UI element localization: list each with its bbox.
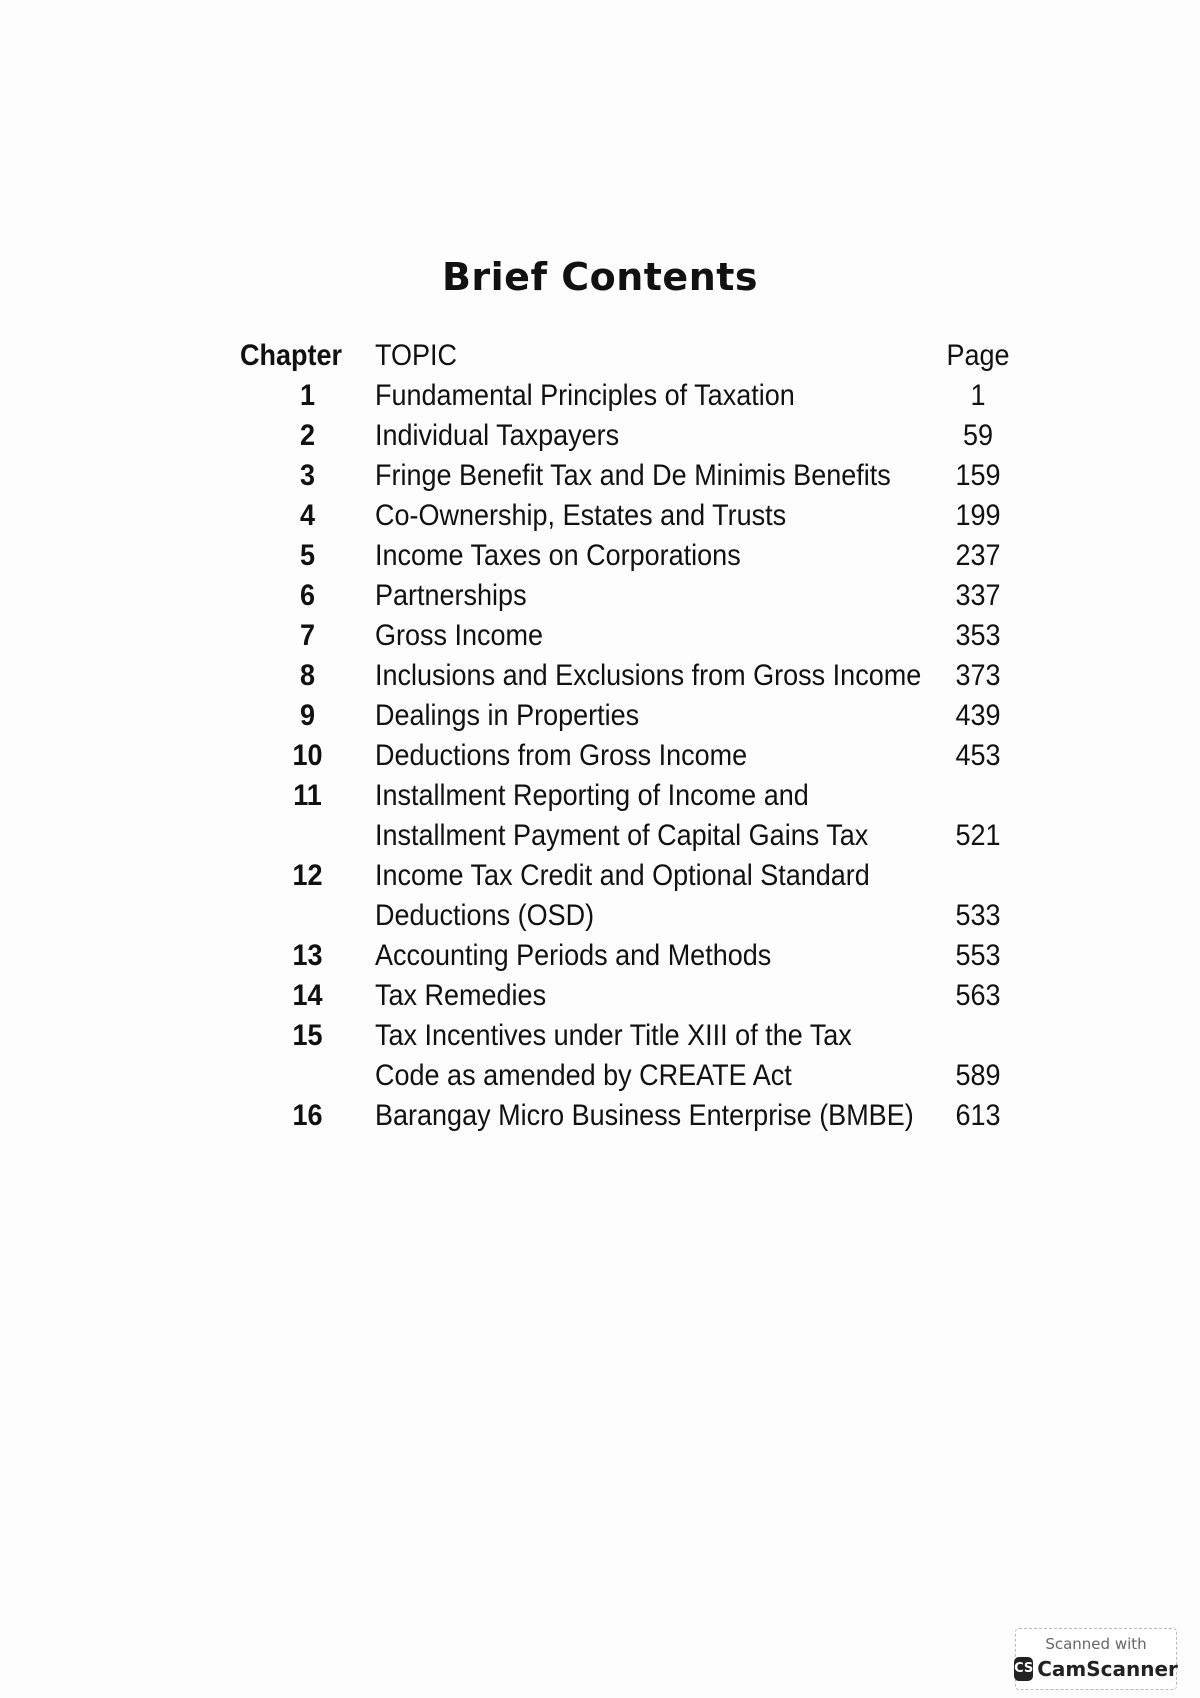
page-number: 199: [955, 499, 1001, 532]
topic-line: Income Tax Credit and Optional Standard: [375, 859, 870, 892]
topic-line: Individual Taxpayers: [375, 419, 620, 452]
chapter-number: 12: [292, 859, 323, 892]
chapter-topic: [375, 856, 942, 936]
toc-row: [240, 1096, 1014, 1136]
chapter-topic: [375, 1016, 942, 1096]
topic-line: Inclusions and Exclusions from Gross Income: [375, 659, 922, 692]
page-number: 589: [955, 1059, 1001, 1092]
chapter-topic: [375, 616, 942, 656]
toc-row: [240, 456, 1014, 496]
toc-row: [240, 376, 1014, 416]
toc-row: [240, 976, 1014, 1016]
chapter-number: 11: [293, 779, 322, 812]
chapter-topic: [375, 376, 942, 416]
page-number: 237: [955, 539, 1001, 572]
page-title: Brief Contents: [441, 255, 759, 299]
toc-row: [240, 656, 1014, 696]
chapter-number: 15: [292, 1019, 323, 1052]
toc-row: [240, 1016, 1014, 1096]
topic-line: Gross Income: [375, 619, 544, 652]
chapter-number: 13: [292, 939, 323, 972]
topic-line: Deductions from Gross Income: [375, 739, 748, 772]
chapter-number: 5: [299, 539, 316, 572]
chapter-number: 3: [299, 459, 316, 492]
topic-line: Dealings in Properties: [375, 699, 640, 732]
chapter-topic: [375, 736, 942, 776]
chapter-column-header: Chapter: [240, 339, 343, 372]
chapter-number: 8: [299, 659, 316, 692]
chapter-topic: [375, 936, 942, 976]
toc-row: [240, 576, 1014, 616]
toc-rows: [240, 376, 1014, 1136]
chapter-number: 6: [299, 579, 316, 612]
page-number: 613: [955, 1099, 1001, 1132]
page-number: 533: [955, 899, 1001, 932]
chapter-topic: [375, 976, 942, 1016]
chapter-topic: [375, 416, 942, 456]
chapter-number: 7: [299, 619, 316, 652]
chapter-number: 1: [299, 379, 316, 412]
topic-column-header: TOPIC: [375, 339, 458, 372]
watermark-caption: Scanned with: [1045, 1635, 1147, 1653]
chapter-topic: [375, 456, 942, 496]
topic-line: Partnerships: [375, 579, 527, 612]
page-number: 373: [955, 659, 1001, 692]
toc-row: [240, 696, 1014, 736]
topic-line: Income Taxes on Corporations: [375, 539, 741, 572]
table-of-contents: [240, 336, 1014, 1136]
page-number: 353: [955, 619, 1001, 652]
toc-row: [240, 776, 1014, 856]
chapter-topic: [375, 576, 942, 616]
page-number: 439: [955, 699, 1001, 732]
toc-row: [240, 936, 1014, 976]
topic-line: Co-Ownership, Estates and Trusts: [375, 499, 787, 532]
chapter-number: 16: [292, 1099, 323, 1132]
topic-line: Tax Incentives under Title XIII of the Tax: [375, 1019, 852, 1052]
page-number: 59: [962, 419, 994, 452]
toc-row: [240, 496, 1014, 536]
chapter-topic: [375, 496, 942, 536]
topic-line: Barangay Micro Business Enterprise (BMBE): [375, 1099, 914, 1132]
topic-line: Deductions (OSD): [375, 899, 595, 932]
topic-line: Tax Remedies: [375, 979, 547, 1012]
watermark-brand: CamScanner: [1037, 1657, 1178, 1681]
chapter-number: 9: [299, 699, 316, 732]
toc-header-row: [240, 336, 1014, 376]
chapter-number: 4: [299, 499, 316, 532]
topic-line: Fringe Benefit Tax and De Minimis Benefits: [375, 459, 891, 492]
camscanner-watermark: [1015, 1628, 1177, 1690]
chapter-number: 10: [292, 739, 323, 772]
toc-row: [240, 416, 1014, 456]
camscanner-logo-icon: CS: [1014, 1657, 1033, 1681]
toc-row: [240, 736, 1014, 776]
page-number: 337: [955, 579, 1001, 612]
toc-row: [240, 616, 1014, 656]
topic-line: Fundamental Principles of Taxation: [375, 379, 795, 412]
toc-row: [240, 856, 1014, 936]
page-number: 563: [955, 979, 1001, 1012]
topic-line: Accounting Periods and Methods: [375, 939, 772, 972]
chapter-number: 2: [299, 419, 316, 452]
page-number: 553: [955, 939, 1001, 972]
topic-line: Installment Payment of Capital Gains Tax: [375, 819, 869, 852]
topic-line: Code as amended by CREATE Act: [375, 1059, 792, 1092]
page-number: 453: [955, 739, 1001, 772]
watermark-brand-row: [1016, 1657, 1176, 1681]
page-number: 1: [970, 379, 986, 412]
toc-row: [240, 536, 1014, 576]
page-number: 159: [955, 459, 1001, 492]
chapter-topic: [375, 536, 942, 576]
chapter-topic: [375, 776, 942, 856]
chapter-number: 14: [292, 979, 323, 1012]
chapter-topic: [375, 656, 942, 696]
topic-line: Installment Reporting of Income and: [375, 779, 809, 812]
page-column-header: Page: [946, 339, 1010, 372]
chapter-topic: [375, 1096, 942, 1136]
page-number: 521: [955, 819, 1001, 852]
chapter-topic: [375, 696, 942, 736]
